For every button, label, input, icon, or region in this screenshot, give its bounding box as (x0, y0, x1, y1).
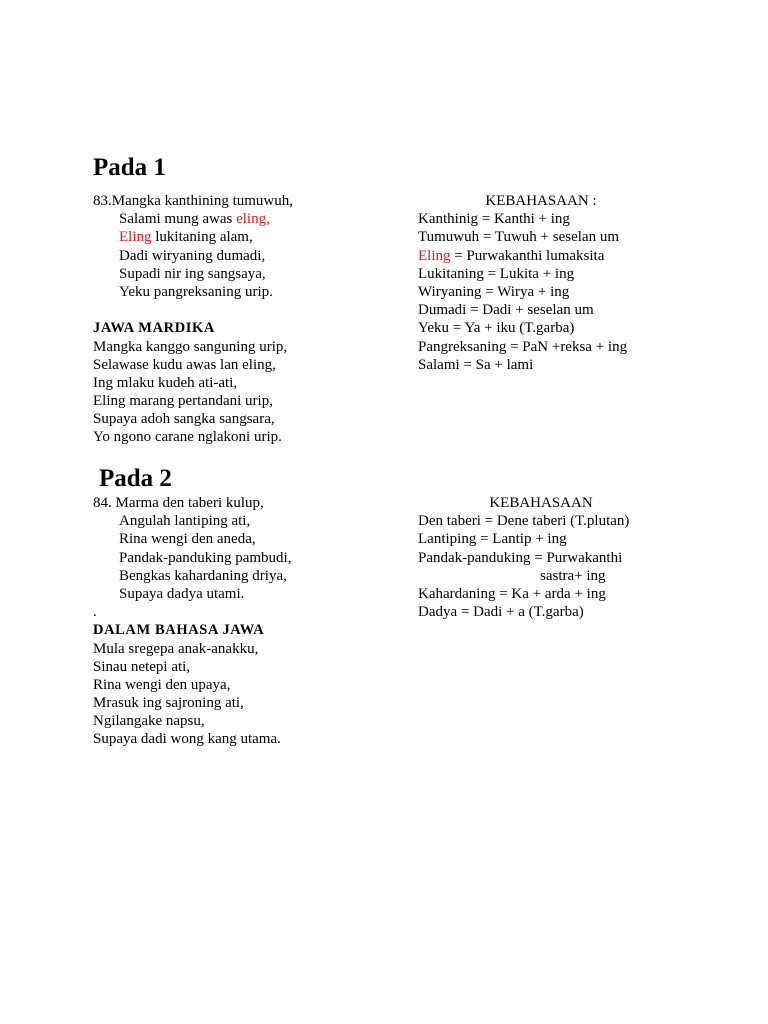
kebahasaan-line: Lukitaning = Lukita + ing (418, 265, 575, 282)
verse-line: Supadi nir ing sangsaya, (119, 265, 266, 282)
pada-1-verse (93, 192, 293, 447)
translation-line: Mangka kanggo sanguning urip, (93, 338, 288, 355)
verse-line: Supaya dadya utami. (119, 585, 245, 602)
kebahasaan-title: KEBAHASAAN (489, 495, 593, 511)
verse-line: Angulah lantiping ati, (119, 513, 251, 530)
translation-line: Ngilangake napsu, (93, 713, 205, 730)
pada-1-kebahasaan (418, 192, 664, 374)
kebahasaan-line: sastra+ ing (540, 567, 606, 584)
kebahasaan-line: Eling = Purwakanthi lumaksita (418, 247, 605, 264)
translation-line: Supaya dadi wong kang utama. (93, 731, 281, 748)
translation-line: Ing mlaku kudeh ati-ati, (93, 374, 238, 391)
kebahasaan-line: Kahardaning = Ka + arda + ing (418, 585, 606, 602)
highlight-word: eling, (236, 211, 270, 228)
kebahasaan-line: Dumadi = Dadi + seselan um (418, 302, 594, 319)
translation-line: Eling marang pertandani urip, (93, 393, 273, 410)
verse-line: 84. Marma den taberi kulup, (93, 495, 264, 511)
verse-line: Salami mung awas eling, (119, 211, 270, 228)
stray-dot: . (93, 604, 97, 621)
kebahasaan-title: KEBAHASAAN : (485, 193, 597, 209)
highlight-word: Eling (418, 247, 451, 264)
translation-line: Rina wengi den upaya, (93, 676, 231, 693)
verse-line: Dadi wiryaning dumadi, (119, 247, 266, 264)
translation-line: Selawase kudu awas lan eling, (93, 356, 276, 373)
translation-line: Mrasuk ing sajroning ati, (93, 695, 244, 712)
pada-1-title: Pada 1 (93, 154, 166, 181)
verse-line: Pandak-panduking pambudi, (119, 549, 292, 566)
kebahasaan-line: Dadya = Dadi + a (T.garba) (418, 604, 584, 621)
pada-2-title: Pada 2 (99, 465, 172, 492)
kebahasaan-line: Wiryaning = Wirya + ing (418, 283, 570, 300)
translation-line: Mula sregepa anak-anakku, (93, 640, 259, 657)
translation-line: Yo ngono carane nglakoni urip. (93, 429, 282, 446)
translation-line: Sinau netepi ati, (93, 658, 191, 675)
kebahasaan-line: Tumuwuh = Tuwuh + seselan um (418, 229, 619, 246)
highlight-word: Eling (119, 229, 152, 246)
kebahasaan-line: Kanthinig = Kanthi + ing (418, 211, 570, 228)
kebahasaan-line: Den taberi = Dene taberi (T.plutan) (418, 513, 630, 530)
kebahasaan-line: Pandak-panduking = Purwakanthi (418, 549, 623, 566)
verse-line: 83.Mangka kanthining tumuwuh, (93, 193, 293, 209)
verse-line: Bengkas kahardaning driya, (119, 567, 287, 584)
kebahasaan-line: Pangreksaning = PaN +reksa + ing (418, 338, 628, 355)
pada-2-kebahasaan (418, 494, 664, 621)
translation-line: Supaya adoh sangka sangsara, (93, 411, 275, 428)
verse-line: Yeku pangreksaning urip. (119, 283, 273, 300)
kebahasaan-line: Salami = Sa + lami (418, 356, 534, 373)
translation-title: JAWA MARDIKA (93, 320, 215, 337)
translation-title: DALAM BAHASA JAWA (93, 622, 265, 639)
verse-line: Rina wengi den aneda, (119, 531, 256, 548)
pada-2-verse (93, 494, 291, 749)
verse-line: Eling lukitaning alam, (119, 229, 253, 246)
kebahasaan-line: Yeku = Ya + iku (T.garba) (418, 320, 575, 337)
kebahasaan-line: Lantiping = Lantip + ing (418, 531, 567, 548)
